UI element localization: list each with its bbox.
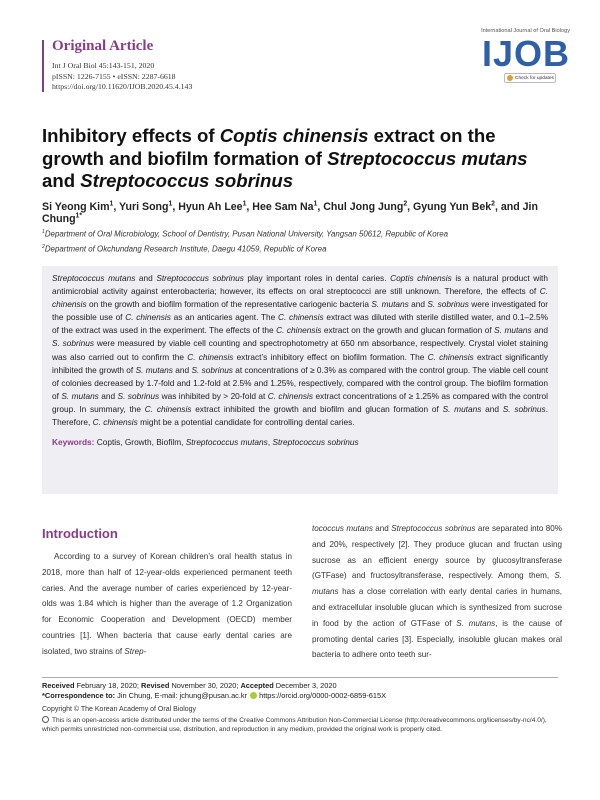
title-italic: Streptococcus mutans	[327, 147, 528, 169]
abstract-box	[42, 266, 558, 494]
author-list	[42, 200, 562, 225]
affiliation: $^1$Department of Oral Microbiology, School of Dentistry, Pusan National University, Yangsan 50612, Republic of Korea	[42, 229, 449, 239]
orcid-icon	[250, 692, 257, 699]
affiliation: $^2$Department of Okchundang Research Institute, Daegu 41059, Republic of Korea	[42, 243, 327, 254]
title-text: Inhibitory effects of	[42, 125, 220, 146]
affiliations	[42, 226, 562, 255]
title-text: and	[42, 170, 81, 191]
author: Si Yeong Kim$^1$,	[42, 200, 120, 213]
license-text: This is an open-access article distributed under the terms of the Creative Commons Attribution Non-Commercial License (http://creativecommons.org/licenses/by-nc/4.0/), which permits unrestricted non-commercial use, distribution, and reproduction in any medium, provided the original work is properly cited.	[42, 717, 547, 733]
introduction-heading: Introduction	[42, 526, 118, 541]
check-updates-label: Check for updates	[515, 75, 554, 81]
copyright: Copyright © The Korean Academy of Oral Biology	[42, 706, 197, 713]
author: Chul Jong Jung$^2$,	[323, 200, 414, 213]
author: Hyun Ah Lee$^1$,	[178, 200, 253, 213]
correspondence: *Correspondence to: Jin Chung, E-mail: jchung@pusan.ac.kr https://orcid.org/0000-0002-6859-615X	[42, 691, 387, 700]
doi-link[interactable]: https://doi.org/10.11620/IJOB.2020.45.4.143	[52, 82, 193, 91]
footer-divider	[42, 677, 558, 678]
title-text: extract on the growth and biofilm formation of	[42, 125, 496, 169]
orcid-link[interactable]: https://orcid.org/0000-0002-6859-615X	[259, 691, 387, 700]
journal-logo-block	[470, 28, 570, 83]
check-updates-button[interactable]	[504, 73, 556, 83]
ijob-logo: IJOB	[482, 33, 571, 74]
abstract-text: Streptococcus mutans and Streptococcus sobrinus play important roles in dental caries. Coptis chinensis is a natural product with antimicrobial activity against enterobacteria; however, its effects on oral streptococci are still unknown. Therefore, the effects of C. chinensis on the growth and biofilm formation of the representative cariogenic bacteria S. mutans and S. sobrinus were investigated for the possible use of C. chinensis as an anticaries agent. The C. chinensis extract was diluted with sterile distilled water, and 0.1–2.5% of the extract was used in the experiment. The effects of the C. chinensis extract on the growth and glucan formation of S. mutans and S. sobrinus were measured by viable cell counting and spectrophotometry at 650 nm absorbance, respectively. Crystal violet staining was also carried out to confirm the C. chinensis extract’s inhibitory effect on biofilm formation. The C. chinensis extract significantly inhibited the growth of S. mutans and S. sobrinus at concentrations of ≥ 0.3% as compared with the control group. The viable cell count of colonies decreased by 1.7-fold and 1.2-fold at 2.5% and 1.25%, respectively, compared with the control group. The biofilm formation of S. mutans and S. sobrinus was inhibited by > 20-fold at C. chinensis extract concentrations of ≥ 1.25% as compared with the control group. In summary, the C. chinensis extract inhibited the growth and biofilm and glucan formation of S. mutans and S. sobrinus. Therefore, C. chinensis might be a potential candidate for controlling dental caries.	[52, 273, 549, 428]
body-paragraph: According to a survey of Korean children’s oral health status in 2018, more than half of 12-year-olds experienced permanent teeth caries. And the average number of caries experienced by 12-year-olds was 1.84 which is higher than the average of 1.2 Organization for Economic Cooperation and Development (OECD) member countries [1]. When bacteria that cause early dental caries are isolated, two strains of Strep-	[42, 552, 292, 656]
left-accent-rule	[42, 40, 44, 92]
title-italic: Streptococcus sobrinus	[80, 170, 294, 191]
body-column-right	[312, 521, 562, 663]
check-updates-icon	[507, 75, 513, 81]
keywords-label: Keywords:	[52, 437, 95, 448]
issn: pISSN: 1226-7155 • eISSN: 2287-6618	[52, 71, 176, 81]
journal-meta	[52, 61, 192, 93]
keywords: Keywords: Coptis, Growth, Biofilm, Streptococcus mutans, Streptococcus sobrinus	[52, 437, 359, 448]
creative-commons-icon	[42, 716, 49, 723]
title-italic: Coptis chinensis	[219, 125, 369, 146]
body-paragraph: tococcus mutans and Streptococcus sobrinus are separated into 80% and 20%, respectively [2]. They produce glucan and fructan using sucrose as an efficient energy source by glucosyltransferase (GTFase) and fructosyltransferase, respectively. Among them, S. mutans has a close correlation with early dental caries in humans, and extracellular insoluble glucan which is synthesized from sucrose in food by the action of GTFase of S. mutans, is the cause of promoting dental caries [3]. Especially, insoluble glucan makes oral bacteria to adhere onto teeth sur-	[312, 524, 562, 660]
article-dates: Received February 18, 2020; Revised November 30, 2020; Accepted December 3, 2020	[42, 681, 337, 690]
author: Jin Chung$^{1*}$	[42, 200, 538, 226]
journal-full-name: International Journal of Oral Biology	[481, 28, 570, 34]
article-type: Original Article	[52, 38, 154, 54]
citation: Int J Oral Biol 45:143-151, 2020	[52, 61, 155, 70]
author: Hee Sam Na$^1$,	[252, 200, 324, 213]
author: Gyung Yun Bek$^2$, and	[413, 200, 523, 213]
body-column-left	[42, 549, 292, 660]
author: Yuri Song$^1$,	[119, 200, 179, 213]
article-title	[42, 125, 562, 193]
